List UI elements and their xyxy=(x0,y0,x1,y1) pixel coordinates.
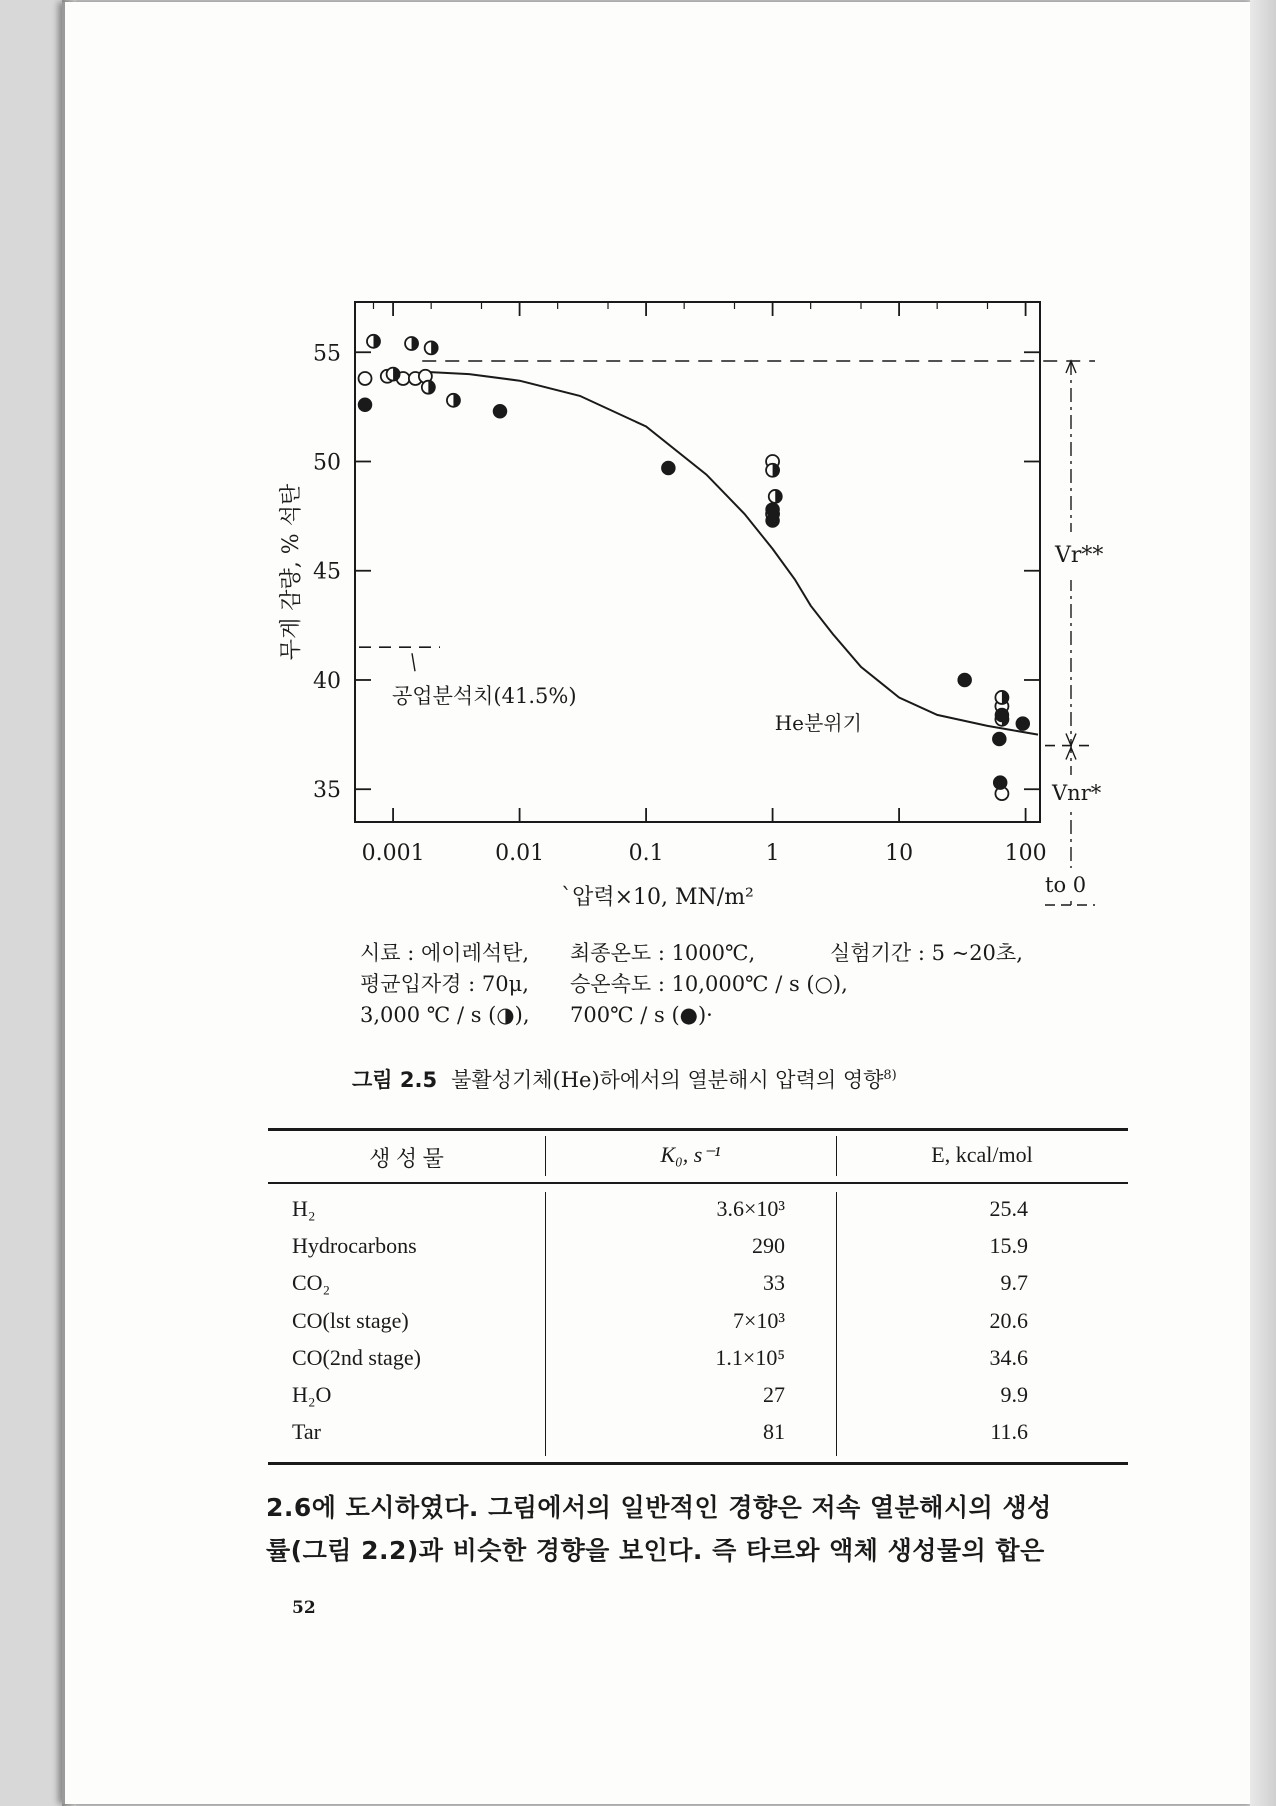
filled-circle-point xyxy=(493,405,506,418)
half-filled-point xyxy=(447,394,460,407)
table-cell-product: H₂O xyxy=(292,1382,332,1407)
note-heating-rate-slow: 700℃ / s (●)· xyxy=(570,1003,713,1027)
filled-circle-point xyxy=(359,398,372,411)
table-header-k0: K₀, s⁻¹ xyxy=(660,1142,721,1167)
table-cell-product: Tar xyxy=(292,1419,321,1445)
x-tick-label: 0.001 xyxy=(361,841,425,866)
note-sample: 시료 : 에이레석탄, xyxy=(360,941,530,965)
atmosphere-label: He분위기 xyxy=(774,711,862,736)
vnr-label: Vnr* xyxy=(1052,781,1102,805)
table-cell-product: H₂ xyxy=(292,1196,316,1221)
reference-label: 공업분석치(41.5%) xyxy=(392,684,577,709)
x-tick-label: 0.01 xyxy=(495,841,545,866)
half-filled-point xyxy=(422,381,435,394)
table-cell-energy: 9.9 xyxy=(1000,1382,1028,1407)
fitted-curve xyxy=(425,372,1038,735)
figure-notes xyxy=(360,938,1060,1031)
table-cell-energy: 34.6 xyxy=(989,1344,1028,1370)
table-bottom-rule xyxy=(268,1462,1128,1465)
note-final-temp: 최종온도 : 1000℃, xyxy=(570,941,756,965)
filled-circle-point xyxy=(993,732,1006,745)
table-cell-k0: 7×10³ xyxy=(732,1307,785,1333)
table-top-rule xyxy=(268,1128,1128,1131)
table-cell-k0: 27 xyxy=(763,1382,785,1407)
y-tick-label: 50 xyxy=(313,450,341,476)
filled-circle-point xyxy=(958,673,971,686)
table-cell-energy: 11.6 xyxy=(990,1419,1028,1445)
y-tick-label: 35 xyxy=(313,778,341,804)
table-cell-product: CO(2nd stage) xyxy=(292,1344,421,1370)
table-cell-product: CO(lst stage) xyxy=(292,1307,409,1333)
filled-circle-point xyxy=(1016,717,1029,730)
table-header-product: 생 성 물 xyxy=(369,1146,444,1171)
table-cell-energy: 25.4 xyxy=(989,1196,1028,1221)
filled-circle-point xyxy=(662,462,675,475)
filled-circle-point xyxy=(766,514,779,527)
table-cell-product: CO₂ xyxy=(292,1270,331,1296)
body-line: 률(그림 2.2)과 비슷한 경향을 보인다. 즉 타르와 액체 생성물의 합은 xyxy=(266,1536,1045,1565)
figure-caption-ref: 8) xyxy=(883,1068,897,1083)
reference-pointer xyxy=(412,653,415,671)
half-filled-point xyxy=(405,337,418,350)
note-particle-size: 평균입자경 : 70μ, xyxy=(360,972,529,996)
notes-row-1 xyxy=(360,938,1060,969)
open-circle-point xyxy=(359,372,372,385)
table-header-rule xyxy=(268,1182,1128,1184)
y-tick-label: 55 xyxy=(313,341,341,367)
x-tick-label: 1 xyxy=(765,841,780,866)
bracket-arrow xyxy=(1066,748,1076,760)
table-col-divider xyxy=(545,1192,546,1456)
y-tick-label: 40 xyxy=(313,668,341,694)
x-tick-label: 100 xyxy=(1004,841,1047,866)
vr-label: Vr** xyxy=(1055,543,1104,568)
figure-caption-text: 불활성기체(He)하에서의 열분해시 압력의 영향 xyxy=(451,1068,884,1092)
note-heating-rate-fast: 승온속도 : 10,000℃ / s (○), xyxy=(570,972,848,996)
table-cell-k0: 1.1×10⁵ xyxy=(715,1344,785,1370)
figure-caption xyxy=(352,1064,1112,1094)
body-paragraph xyxy=(266,1486,1130,1572)
table-col-divider xyxy=(836,1192,837,1456)
y-axis-label: 무게 감량, % 석탄 xyxy=(279,483,304,661)
plot-frame xyxy=(355,302,1040,822)
notes-row-2 xyxy=(360,969,1060,1000)
x-tick-label: 0.1 xyxy=(628,841,664,866)
y-tick-label: 45 xyxy=(313,559,341,585)
table-cell-energy: 15.9 xyxy=(989,1233,1028,1259)
figure-caption-label: 그림 2.5 xyxy=(352,1068,438,1092)
half-filled-point xyxy=(425,341,438,354)
body-line: 2.6에 도시하였다. 그림에서의 일반적인 경향은 저속 열분해시의 생성 xyxy=(266,1493,1052,1522)
table-cell-energy: 9.7 xyxy=(1000,1270,1028,1296)
table-cell-k0: 3.6×10³ xyxy=(716,1196,785,1221)
x-tick-label: 10 xyxy=(885,841,914,866)
to-zero-label: to 0 xyxy=(1045,873,1087,897)
note-duration: 실험기간 : 5 ~20초, xyxy=(830,941,1023,965)
filled-circle-point xyxy=(995,708,1008,721)
half-filled-point xyxy=(995,691,1008,704)
half-filled-point xyxy=(769,490,782,503)
table-cell-k0: 33 xyxy=(763,1270,785,1296)
table-header-energy: E, kcal/mol xyxy=(931,1142,1033,1167)
page-number: 52 xyxy=(292,1598,316,1618)
note-heating-rate-mid: 3,000 ℃ / s (◑), xyxy=(360,1003,530,1027)
filled-circle-point xyxy=(994,776,1007,789)
table-cell-k0: 81 xyxy=(763,1419,785,1445)
half-filled-point xyxy=(766,464,779,477)
notes-row-3 xyxy=(360,1000,1060,1031)
table-cell-k0: 290 xyxy=(752,1233,785,1259)
x-axis-label: `압력×10, MN/m² xyxy=(561,885,754,910)
half-filled-point xyxy=(367,335,380,348)
half-filled-point xyxy=(387,368,400,381)
table-cell-energy: 20.6 xyxy=(989,1307,1028,1333)
table-cell-product: Hydrocarbons xyxy=(292,1233,417,1259)
